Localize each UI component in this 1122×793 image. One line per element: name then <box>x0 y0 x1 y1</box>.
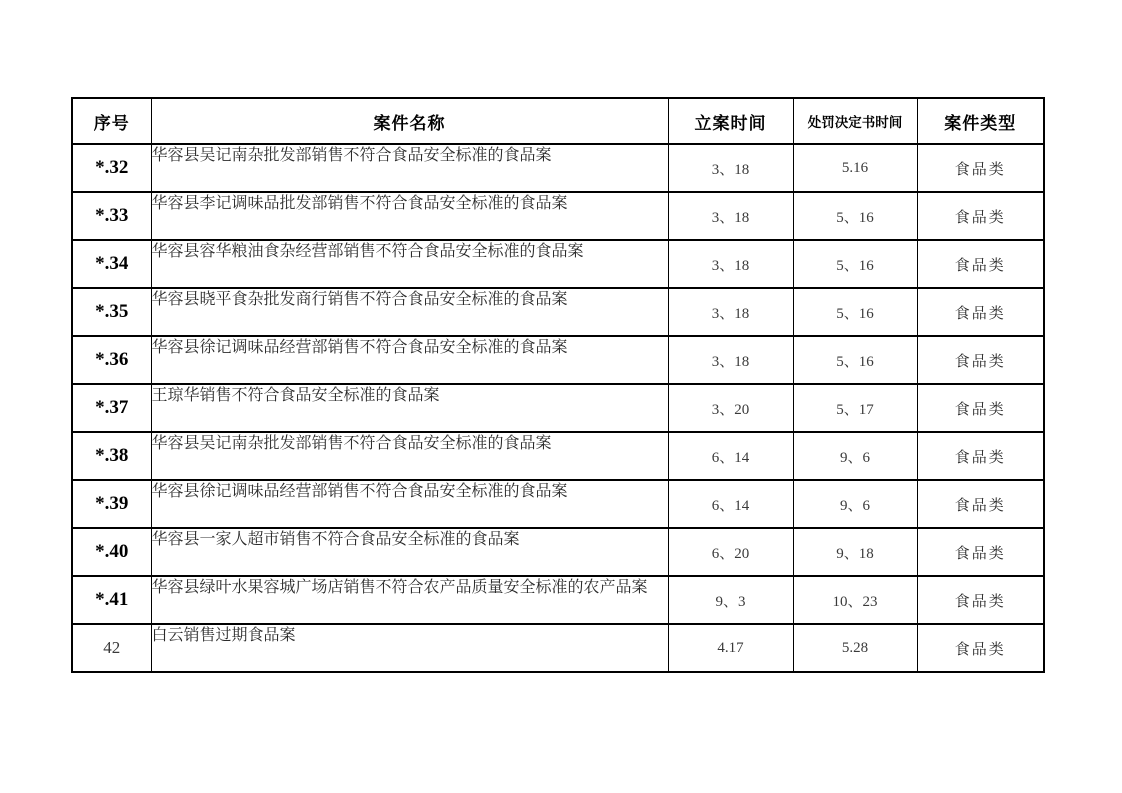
filing-time-cell: 3、18 <box>668 240 793 288</box>
case-name-cell: 华容县容华粮油食杂经营部销售不符合食品安全标准的食品案 <box>151 240 668 288</box>
case-type-cell: 食品类 <box>917 624 1044 672</box>
column-header-serial: 序号 <box>72 98 151 144</box>
serial-cell: 42 <box>72 624 151 672</box>
serial-cell: *.35 <box>72 288 151 336</box>
table-row <box>72 576 1044 624</box>
column-header-decision-time: 处罚决定书时间 <box>793 98 917 144</box>
table-row <box>72 240 1044 288</box>
case-name-cell: 华容县吴记南杂批发部销售不符合食品安全标准的食品案 <box>151 144 668 192</box>
decision-time-cell: 5.16 <box>793 144 917 192</box>
serial-cell: *.38 <box>72 432 151 480</box>
decision-time-cell: 9、6 <box>793 432 917 480</box>
decision-time-cell: 10、23 <box>793 576 917 624</box>
case-name-cell: 华容县李记调味品批发部销售不符合食品安全标准的食品案 <box>151 192 668 240</box>
case-name-cell: 华容县徐记调味品经营部销售不符合食品安全标准的食品案 <box>151 480 668 528</box>
filing-time-cell: 4.17 <box>668 624 793 672</box>
table-row <box>72 144 1044 192</box>
case-type-cell: 食品类 <box>917 192 1044 240</box>
case-name-cell: 华容县徐记调味品经营部销售不符合食品安全标准的食品案 <box>151 336 668 384</box>
table-row <box>72 432 1044 480</box>
table-row <box>72 528 1044 576</box>
decision-time-cell: 9、18 <box>793 528 917 576</box>
case-type-cell: 食品类 <box>917 240 1044 288</box>
decision-time-cell: 5、16 <box>793 336 917 384</box>
table-header-row <box>72 98 1044 144</box>
case-name-cell: 白云销售过期食品案 <box>151 624 668 672</box>
serial-cell: *.33 <box>72 192 151 240</box>
case-name-cell: 华容县晓平食杂批发商行销售不符合食品安全标准的食品案 <box>151 288 668 336</box>
case-type-cell: 食品类 <box>917 528 1044 576</box>
filing-time-cell: 3、20 <box>668 384 793 432</box>
case-type-cell: 食品类 <box>917 480 1044 528</box>
filing-time-cell: 3、18 <box>668 144 793 192</box>
case-type-cell: 食品类 <box>917 576 1044 624</box>
filing-time-cell: 9、3 <box>668 576 793 624</box>
table-row <box>72 192 1044 240</box>
column-header-case-type: 案件类型 <box>917 98 1044 144</box>
decision-time-cell: 9、6 <box>793 480 917 528</box>
filing-time-cell: 6、14 <box>668 480 793 528</box>
decision-time-cell: 5、16 <box>793 192 917 240</box>
serial-cell: *.37 <box>72 384 151 432</box>
serial-cell: *.34 <box>72 240 151 288</box>
serial-cell: *.36 <box>72 336 151 384</box>
serial-cell: *.40 <box>72 528 151 576</box>
decision-time-cell: 5.28 <box>793 624 917 672</box>
serial-cell: *.41 <box>72 576 151 624</box>
table-row <box>72 624 1044 672</box>
table-row <box>72 384 1044 432</box>
cases-table-body <box>72 144 1044 672</box>
filing-time-cell: 3、18 <box>668 288 793 336</box>
case-name-cell: 华容县吴记南杂批发部销售不符合食品安全标准的食品案 <box>151 432 668 480</box>
decision-time-cell: 5、17 <box>793 384 917 432</box>
case-type-cell: 食品类 <box>917 288 1044 336</box>
case-name-cell: 华容县绿叶水果容城广场店销售不符合农产品质量安全标准的农产品案 <box>151 576 668 624</box>
serial-cell: *.39 <box>72 480 151 528</box>
case-name-cell: 华容县一家人超市销售不符合食品安全标准的食品案 <box>151 528 668 576</box>
serial-cell: *.32 <box>72 144 151 192</box>
cases-table <box>71 97 1045 673</box>
filing-time-cell: 3、18 <box>668 336 793 384</box>
filing-time-cell: 6、14 <box>668 432 793 480</box>
case-name-cell: 王琼华销售不符合食品安全标准的食品案 <box>151 384 668 432</box>
case-type-cell: 食品类 <box>917 144 1044 192</box>
decision-time-cell: 5、16 <box>793 288 917 336</box>
table-row <box>72 336 1044 384</box>
column-header-filing-time: 立案时间 <box>668 98 793 144</box>
table-row <box>72 288 1044 336</box>
filing-time-cell: 3、18 <box>668 192 793 240</box>
column-header-case-name: 案件名称 <box>151 98 668 144</box>
case-type-cell: 食品类 <box>917 384 1044 432</box>
case-type-cell: 食品类 <box>917 432 1044 480</box>
filing-time-cell: 6、20 <box>668 528 793 576</box>
decision-time-cell: 5、16 <box>793 240 917 288</box>
table-row <box>72 480 1044 528</box>
case-type-cell: 食品类 <box>917 336 1044 384</box>
